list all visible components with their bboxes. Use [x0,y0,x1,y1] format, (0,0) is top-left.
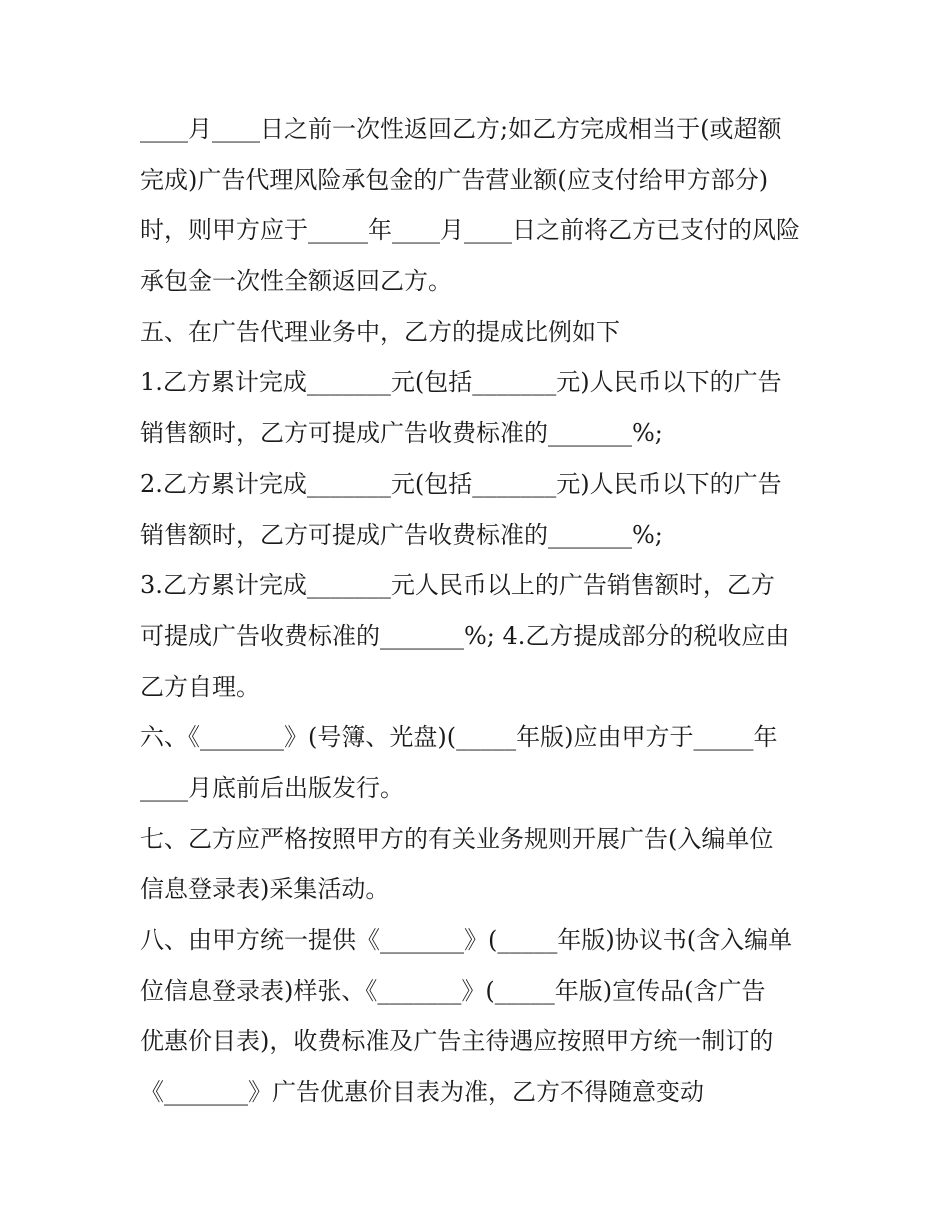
section-five-heading: 五、在广告代理业务中，乙方的提成比例如下 [140,317,620,346]
section-eight-line: 八、由甲方统一提供《_______》(_____年版)协议书(含入编单 [140,926,793,954]
text-line: 乙方自理。 [140,672,260,701]
document-body [140,104,820,1118]
text-line: 时，则甲方应于_____年____月____日之前将乙方已支付的风险 [140,216,800,245]
text-line: 销售额时，乙方可提成广告收费标准的_______%; [140,419,663,448]
text-line: ____月底前后出版发行。 [140,773,404,802]
section-six-line: 六、《_______》(号簿、光盘)(_____年版)应由甲方于_____年 [140,723,778,752]
text-line: 优惠价目表)，收费标准及广告主待遇应按照甲方统一制订的 [140,1027,774,1056]
text-line: 承包金一次性全额返回乙方。 [140,267,452,296]
text-line: 可提成广告收费标准的_______%; 4.乙方提成部分的税收应由 [140,621,790,650]
text-line: 3.乙方累计完成_______元人民币以上的广告销售额时，乙方 [140,571,775,600]
text-line: 销售额时，乙方可提成广告收费标准的_______%; [140,520,663,549]
text-line: ____月____日之前一次性返回乙方;如乙方完成相当于(或超额 [140,115,782,143]
text-line: 完成)广告代理风险承包金的广告营业额(应支付给甲方部分) [140,165,769,194]
text-line: 2.乙方累计完成_______元(包括_______元)人民币以下的广告 [140,469,782,498]
text-line: 位信息登录表)样张、《_______》(_____年版)宣传品(含广告 [140,976,766,1005]
section-seven-line: 七、乙方应严格按照甲方的有关业务规则开展广告(入编单位 [140,824,774,853]
text-line: 1.乙方累计完成_______元(包括_______元)人民币以下的广告 [140,368,782,397]
text-line: 《_______》广告优惠价目表为准，乙方不得随意变动 [140,1078,704,1107]
text-line: 信息登录表)采集活动。 [140,875,390,904]
